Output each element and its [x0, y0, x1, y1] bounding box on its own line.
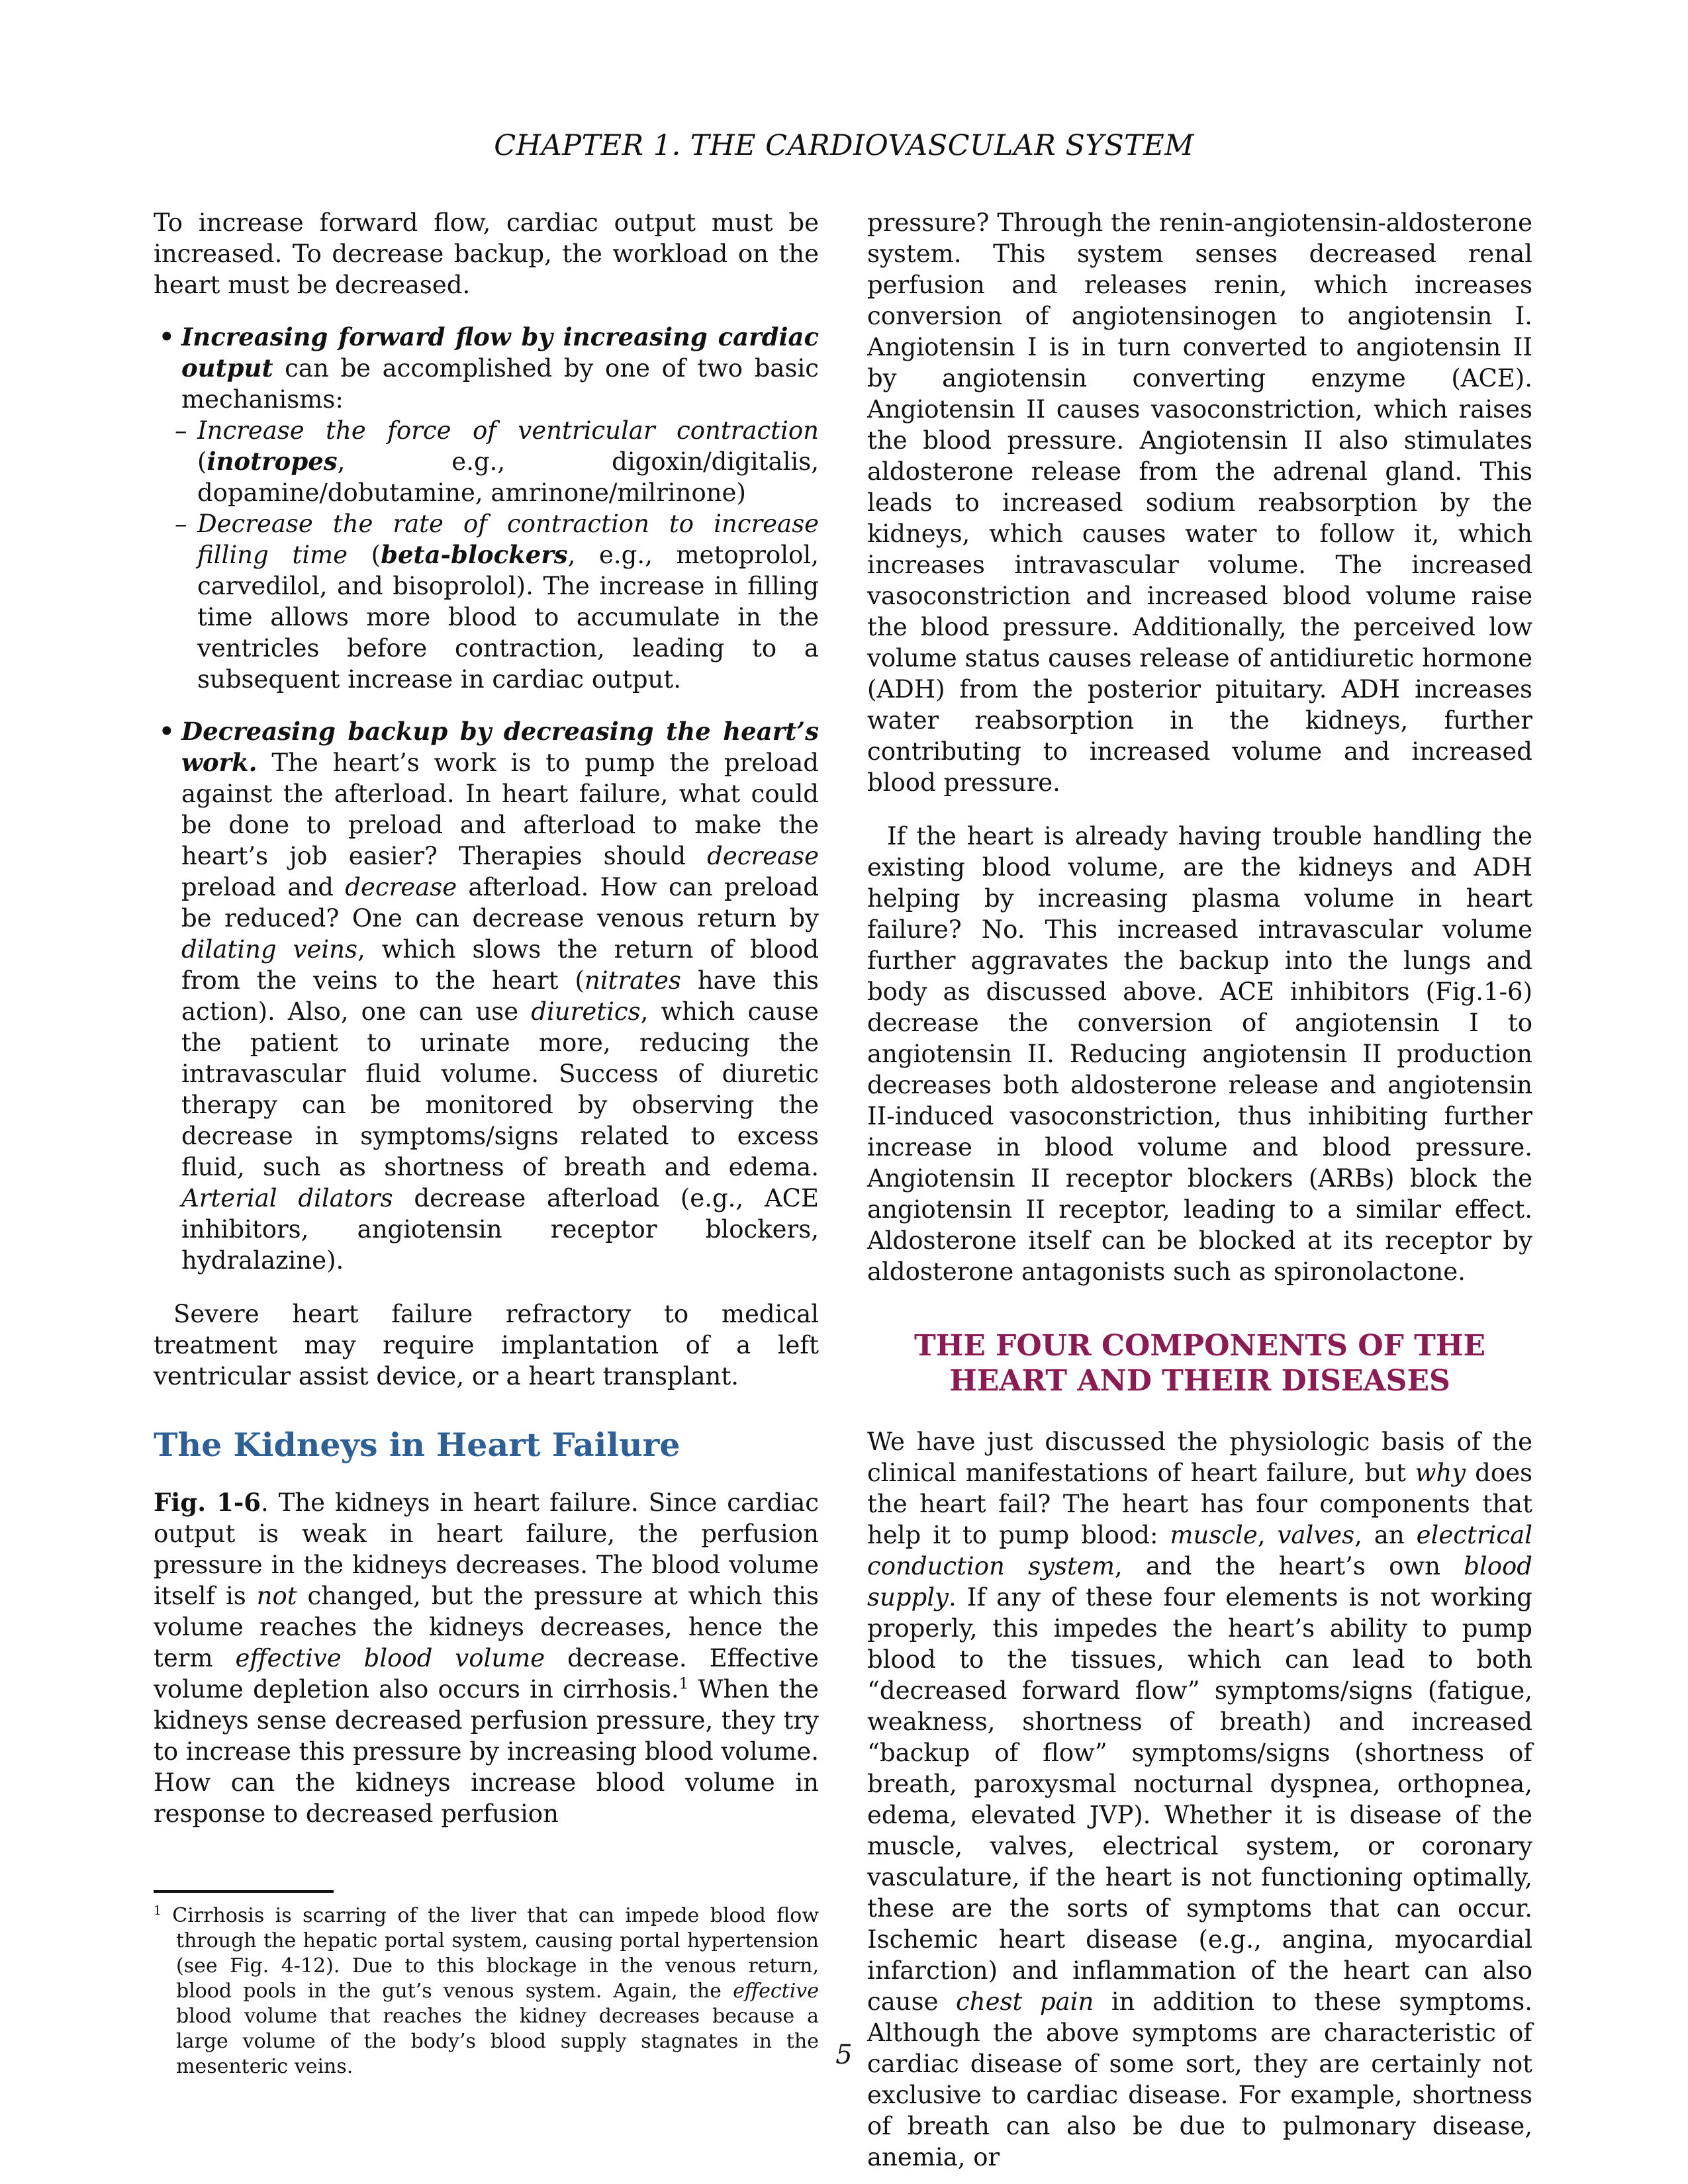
bullet-increasing-forward-flow [154, 322, 819, 415]
paragraph-four-components: We have just discussed the physiologic basis of the clinical manifestations of heart failure, but why does the heart fail? The heart has four components that help it to pump blood: muscle, valves, an electrical conduction system, and the heart’s own blood supply. If any of these four elements is not working properly, this impedes the heart’s ability to pump blood to the tissues, which can lead to both “decreased forward flow” symptoms/signs (fatigue, weakness, shortness of breath) and increased “backup of flow” symptoms/signs (shortness of breath, paroxysmal nocturnal dyspnea, orthopnea, edema, elevated JVP). Whether it is disease of the muscle, valves, electrical system, or coronary vasculature, if the heart is not functioning optimally, these are the sorts of symptoms that can occur. Ischemic heart disease (e.g., angina, myocardial infarction) and inflammation of the heart can also cause chest pain in addition to these symptoms. Although the above symptoms are characteristic of cardiac disease of some sort, they are certainly not exclusive to cardiac disease. For example, shortness of breath can also be due to pulmonary disease, anemia, or [867, 1428, 1533, 2171]
paragraph-fig-1-6: Fig. 1-6. The kidneys in heart failure. Since cardiac output is weak in heart failure, the perfusion pressure in the kidneys decreases. The blood volume itself is not changed, but the pressure at which this volume reaches the kidneys decreases, hence the term effective blood volume decrease. Effective volume depletion also occurs in cirrhosis.$^1$ When the kidneys sense decreased perfusion pressure, they try to increase this pressure by increasing blood volume. How can the kidneys increase blood volume in response to decreased perfusion [154, 1488, 819, 1828]
heading-kidneys-in-heart-failure: The Kidneys in Heart Failure [154, 1426, 680, 1464]
dash-marker: – [175, 416, 187, 445]
bullet-marker: • [159, 322, 175, 351]
bullet-text: Increasing forward flow by increasing cardiac output can be accomplished by one of two basic mechanisms: [181, 322, 819, 414]
footnote-text: $^1$ Cirrhosis is scarring of the liver that can impede blood flow through the hepatic portal system, causing portal hypertension (see Fig. 4-12). Due to this blockage in the venous return, blood pools in the gut’s venous system. Again, the effective blood volume that reaches the kidney decreases because a large volume of the body’s blood supply stagnates in the mesenteric veins. [154, 1904, 819, 2078]
dash-marker: – [175, 510, 187, 538]
left-column [154, 207, 819, 2173]
subbullet-text: Increase the force of ventricular contraction (inotropes, e.g., digoxin/digitalis, dopamine/dobutamine, amrinone/milrinone) [197, 416, 819, 507]
paragraph-raas-system: pressure? Through the renin-angiotensin-aldosterone system. This system senses decreased renal perfusion and releases renin, which increases conversion of angiotensinogen to angiotensin I. Angiotensin I is in turn converted to angiotensin II by angiotensin converting enzyme (ACE). Angiotensin II causes vasoconstriction, which raises the blood pressure. Angiotensin II also stimulates aldosterone release from the adrenal gland. This leads to increased sodium reabsorption by the kidneys, which causes water to follow it, which increases intravascular volume. The increased vasoconstriction and increased blood volume raise the blood pressure. Additionally, the perceived low volume status causes release of antidiuretic hormone (ADH) from the posterior pituitary. ADH increases water reabsorption in the kidneys, further contributing to increased volume and increased blood pressure. [867, 208, 1532, 797]
chapter-header: CHAPTER 1. THE CARDIOVASCULAR SYSTEM [494, 129, 1194, 162]
subbullet-beta-blockers [154, 508, 819, 695]
footnote-divider [154, 1890, 334, 1893]
heading-four-components: THE FOUR COMPONENTS OF THE HEART AND THEIR DISEASES [914, 1329, 1485, 1398]
bullet-text: Decreasing backup by decreasing the heart’s work. The heart’s work is to pump the preload against the afterload. In heart failure, what could be done to preload and afterload to make the heart’s job easier? Therapies should decrease preload and decrease afterload. How can preload be reduced? One can decrease venous return by dilating veins, which slows the return of blood from the veins to the heart (nitrates have this action). Also, one can use diuretics, which cause the patient to urinate more, reducing the intravascular fluid volume. Success of diuretic therapy can be monitored by observing the decrease in symptoms/signs related to excess fluid, such as shortness of breath and edema. Arterial dilators decrease afterload (e.g., ACE inhibitors, angiotensin receptor blockers, hydralazine). [181, 717, 820, 1275]
paragraph-ace-inhibitors: If the heart is already having trouble handling the existing blood volume, are the kidneys and ADH helping by increasing plasma volume in heart failure? No. This increased intravascular volume further aggravates the backup into the lungs and body as discussed above. ACE inhibitors (Fig.1-6) decrease the conversion of angiotensin I to angiotensin II. Reducing angiotensin II production decreases both aldosterone release and angiotensin II-induced vasoconstriction, thus inhibiting further increase in blood volume and blood pressure. Angiotensin II receptor blockers (ARBs) block the angiotensin II receptor, leading to a similar effect. Aldosterone itself can be blocked at its receptor by aldosterone antagonists such as spironolactone. [867, 822, 1532, 1286]
two-column-layout [0, 207, 1688, 2173]
right-column [867, 207, 1532, 2173]
subbullet-text: Decrease the rate of contraction to increase filling time (beta-blockers, e.g., metoprolol, carvedilol, and bisoprolol). The increase in filling time allows more blood to accumulate in the ventricles before contraction, leading to a subsequent increase in cardiac output. [197, 510, 819, 694]
paragraph-severe-heart-failure: Severe heart failure refractory to medical treatment may require implantation of a left ventricular assist device, or a heart transplant. [154, 1300, 819, 1390]
bullet-marker: • [159, 717, 175, 746]
subbullet-inotropes [154, 415, 819, 508]
bullet-decreasing-backup [154, 716, 819, 1276]
paragraph-forward-flow-intro: To increase forward flow, cardiac output must be increased. To decrease backup, the workload on the heart must be decreased. [154, 208, 819, 299]
page-number: 5 [835, 2040, 853, 2070]
